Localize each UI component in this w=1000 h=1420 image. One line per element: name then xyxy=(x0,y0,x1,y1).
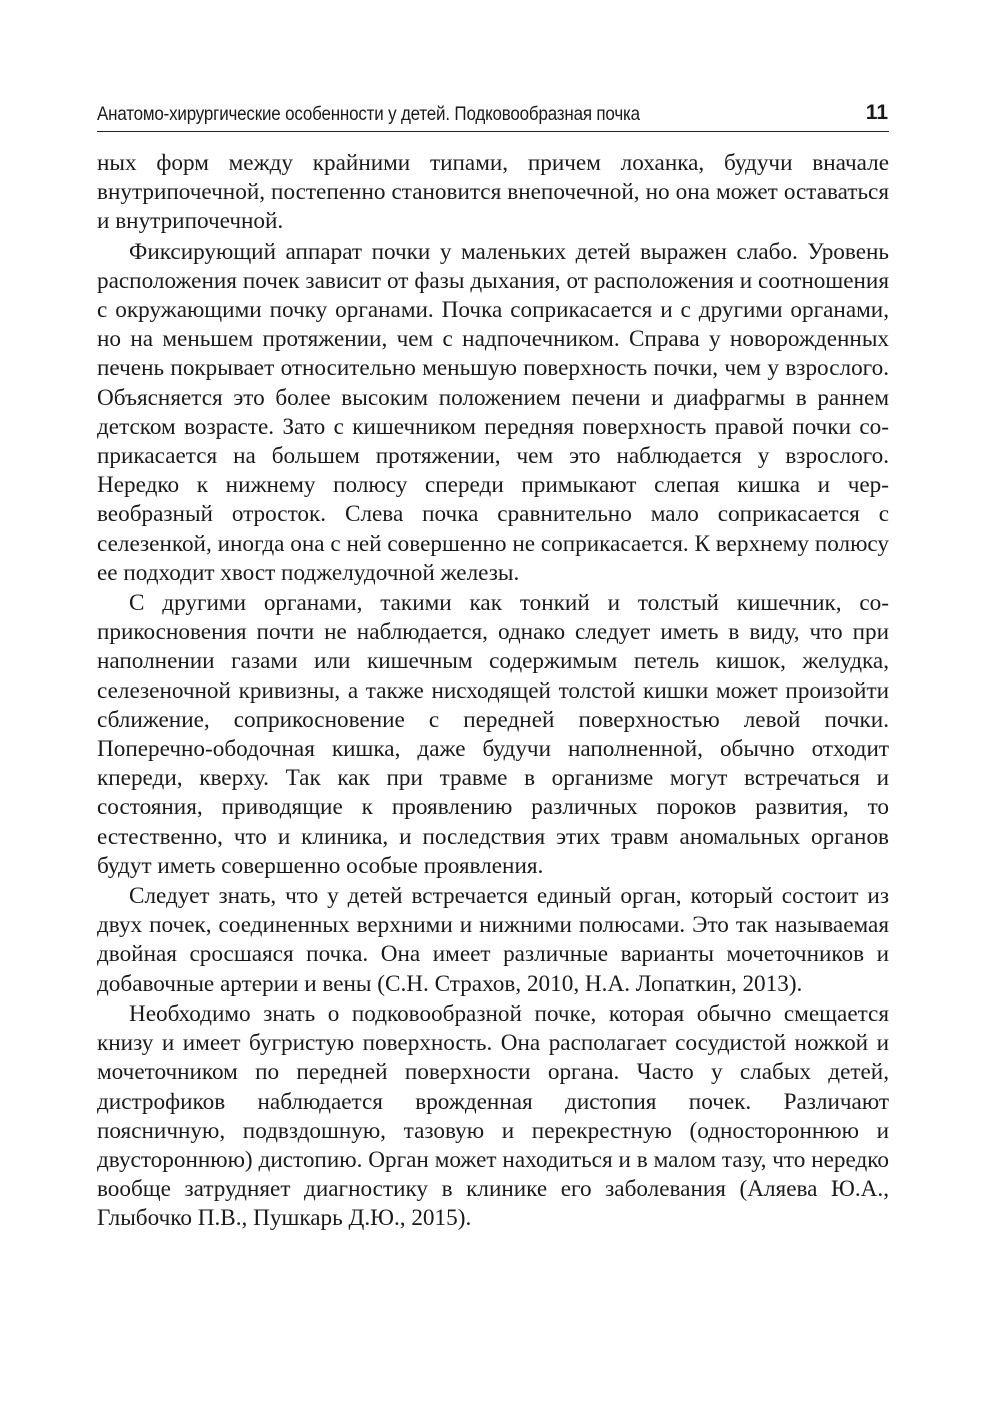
paragraph-other-organs: С другими органами, такими как тонкий и толстый кишечник, соприкосновения почти не наблюдается, однако следует иметь в виду, что при наполнении газами или кишечным содержимым петель кишок, желудка, селезеночной кривизны, а также нисходящей толстой кишки может произойти сближение, соприкосновение с передней поверхностью левой почки. Поперечно-ободочная кишка, даже будучи наполненной, обычно отходит кпереди, кверху. Так как при травме в организме могут встречаться и состояния, приводящие к проявлению различных пороков развития, то естественно, что и клиника, и последствия этих травм аномальных органов будут иметь совершенно особые проявления. xyxy=(97,590,889,879)
paragraph-horseshoe-kidney: Необходимо знать о подковообразной почке, которая обычно смещается книзу и имеет бугристую поверхность. Она располагает сосудистой ножкой и мочеточником по передней поверхности органа. Часто у слабых детей, дистрофиков наблюдается врожденная дистопия почек. Различают поясничную, подвздошную, тазовую и перекрестную (одностороннюю и двустороннюю) дистопию. Орган может находиться и в малом тазу, что нередко вообще затрудняет диагностику в клинике его заболевания (Аляева Ю.А., Глыбочко П.В., Пушкарь Д.Ю., 2015). xyxy=(97,1000,889,1232)
running-header xyxy=(97,101,889,132)
paragraph-fixation-apparatus: Фиксирующий аппарат почки у маленьких детей выражен слабо. Уровень расположения почек зависит от фазы дыхания, от расположения и соотношения с окружающими почку органами. Почка соприкасается и с другими органами, но на меньшем протяжении, чем с надпочечником. Справа у новорожденных печень покрывает относительно меньшую поверхность почки, чем у взрослого. Объясняется это более высоким положением печени и диафрагмы в раннем детском возрасте. Зато с кишечником передняя поверхность правой почки соприкасается на большем протяжении, чем это наблюдается у взрослого. Нередко к нижнему полюсу спереди примыкают слепая кишка и червеобразный отросток. Слева почка сравнительно мало соприкасается с селезенкой, иногда она с ней совершенно не соприкасается. К верхнему полюсу ее подходит хвост поджелудочной железы. xyxy=(97,238,889,586)
body-text xyxy=(97,149,889,1235)
page-number: 11 xyxy=(865,101,888,124)
paragraph-double-kidney: Следует знать, что у детей встречается единый орган, который состоит из двух почек, соединенных верхними и нижними полюсами. Это так называемая двойная сросшаяся почка. Она имеет различные варианты мочеточников и добавочные артерии и вены (С.Н. Страхов, 2010, Н.А. Лопаткин, 2013). xyxy=(97,883,889,997)
paragraph-continuation: ных форм между крайними типами, причем лоханка, будучи вначале внутрипочечной, постепенно становится внепочечной, но она может оставаться и внутрипочечной. xyxy=(97,150,889,235)
running-title: Анатомо-хирургические особенности у детей. Подковообразная почка xyxy=(97,103,640,125)
